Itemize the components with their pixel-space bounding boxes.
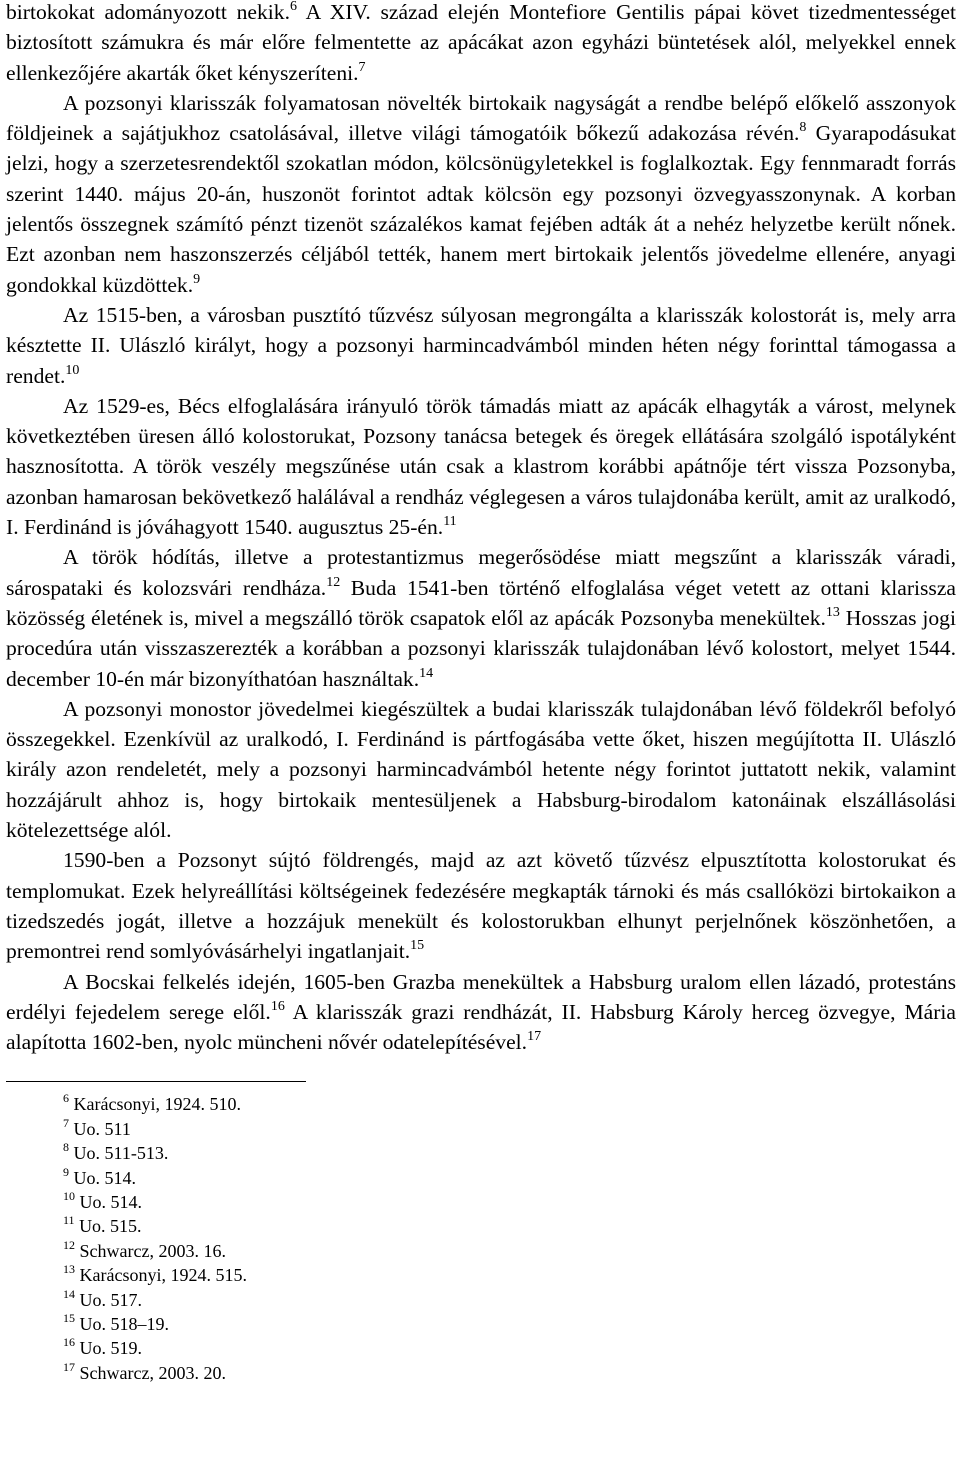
footnote-text: Uo. 514.	[75, 1192, 142, 1213]
footnote	[6, 1214, 956, 1238]
footnote	[6, 1190, 956, 1214]
footnote-text: Karácsonyi, 1924. 510.	[69, 1094, 241, 1115]
footnote-reference: 9	[193, 271, 201, 287]
footnote-number: 10	[63, 1189, 75, 1204]
paragraph-text: A Bocskai felkelés idején, 1605-ben Grazba menekültek a Habsburg uralom ellen lázadó, protestáns erdélyi fejedelem serege elől.	[6, 969, 956, 1024]
paragraph-text: birtokokat adományozott nekik.	[6, 0, 291, 24]
footnote-number: 9	[63, 1164, 69, 1179]
footnote	[6, 1092, 956, 1116]
footnote-number: 11	[63, 1213, 75, 1228]
footnote	[6, 1166, 956, 1190]
paragraph	[6, 0, 956, 88]
footnote-number: 6	[63, 1091, 69, 1106]
footnote-number: 16	[63, 1335, 75, 1350]
paragraph-text: A pozsonyi klarisszák folyamatosan növelték birtokaik nagyságát a rendbe belépő előkelő asszonyok földjeinek a sajátjukhoz csatolásával, illetve világi támogatóik bőkezű adakozása révén.	[6, 90, 956, 146]
footnote-text: Uo. 515.	[74, 1216, 142, 1237]
footnote-reference: 10	[65, 362, 80, 378]
footnote-reference: 6	[290, 0, 298, 14]
footnote	[6, 1312, 956, 1336]
paragraph-text: Az 1515-ben, a városban pusztító tűzvész súlyosan megrongálta a klarisszák kolostorát is, mely arra késztette II. Ulászló királyt, hogy a pozsonyi harmincadvámból minden héten négy forinttal támogassa a rendet.	[6, 302, 956, 388]
footnote-text: Uo. 519.	[75, 1338, 142, 1359]
footnote-reference: 14	[419, 665, 434, 681]
footnote-text: Uo. 514.	[69, 1167, 136, 1188]
paragraph	[6, 542, 956, 693]
footnote-number: 8	[63, 1140, 69, 1155]
paragraph-text: 1590-ben a Pozsonyt sújtó földrengés, majd az azt követő tűzvész elpusztította kolostorukat és templomukat. Ezek helyreállítási költségeinek fedezésére megkapták tárnoki és más csallóközi birtokaikon a tizedszedés jogát, illetve a hozzájuk menekült és kolostorukban elhunyt perjelnőnek köszönhetően, a premontrei rend somlyóvásárhelyi ingatlanjait.	[6, 848, 956, 964]
paragraph-text: Hosszas jogi procedúra után visszaszerezték a korábban a pozsonyi klarisszák tulajdonában lévő kolostort, melyet 1544. december 10-én már bizonyíthatóan használtak.	[6, 605, 956, 691]
footnote-number: 12	[63, 1237, 75, 1252]
footnote	[6, 1336, 956, 1360]
paragraph-text: A pozsonyi monostor jövedelmei kiegészültek a budai klarisszák tulajdonában lévő földekről befolyó összegekkel. Ezenkívül az uralkodó, I. Ferdinánd is pártfogásába vette őket, hiszen megújította II. Ulászló király azon rendeletét, mely a pozsonyi harmincadvámból hetente négy forintot juttatott nekik, valamint hozzájárult ahhoz is, hogy birtokaik mentesüljenek a Habsburg-birodalom katonáinak elszállásolási kötelezettsége alól.	[6, 696, 956, 843]
footnote-reference: 11	[443, 514, 457, 530]
footnote	[6, 1141, 956, 1165]
footnote	[6, 1361, 956, 1385]
footnote-reference: 8	[799, 120, 807, 136]
footnote-reference: 7	[358, 59, 366, 75]
footnote-text: Schwarcz, 2003. 16.	[75, 1240, 226, 1261]
footnote-number: 14	[63, 1286, 75, 1301]
footnote-number: 17	[63, 1359, 75, 1374]
body-text	[6, 0, 956, 1057]
footnote	[6, 1239, 956, 1263]
paragraph-text: A klarisszák grazi rendházát, II. Habsburg Károly herceg özvegye, Mária alapította 1602-ben, nyolc müncheni nővér odatelepítésével.	[6, 999, 956, 1055]
paragraph	[6, 967, 956, 1058]
paragraph-text: A XIV. század elején Montefiore Gentilis pápai követ tizedmentességet biztosított számukra és már előre felmentette az apácákat azon egyházi büntetések alól, melyekkel ennek ellenkezőjére akarták őket kényszeríteni.	[6, 0, 956, 85]
footnote-reference: 15	[410, 938, 425, 954]
footnote-number: 13	[63, 1262, 75, 1277]
footnote-reference: 12	[326, 574, 341, 590]
paragraph	[6, 391, 956, 542]
footnote-reference: 17	[527, 1029, 542, 1045]
footnote-number: 15	[63, 1311, 75, 1326]
footnote-reference: 13	[825, 604, 840, 620]
footnote-number: 7	[63, 1115, 69, 1130]
paragraph-text: A török hódítás, illetve a protestantizmus megerősödése miatt megszűnt a klarisszák váradi, sárospataki és kolozsvári rendháza.	[6, 545, 956, 600]
footnote	[6, 1117, 956, 1141]
document-page	[6, 0, 956, 1385]
footnote-text: Uo. 518–19.	[75, 1314, 169, 1335]
footnote-text: Karácsonyi, 1924. 515.	[75, 1265, 247, 1286]
footnote-text: Uo. 511	[69, 1118, 131, 1139]
paragraph	[6, 845, 956, 966]
paragraph-text: Az 1529-es, Bécs elfoglalására irányuló török támadás miatt az apácák elhagyták a várost, melynek következtében üresen álló kolostorukat, Pozsony tanácsa betegek és öregek ellátására szolgáló ispotályként hasznosította. A török veszély megszűnése után csak a klastrom korábbi apátnője tért vissza Pozsonyba, azonban hamarosan bekövetkező halálával a rendház véglegesen a város tulajdonába került, amit az uralkodó, I. Ferdinánd is jóváhagyott 1540. augusztus 25-én.	[6, 393, 956, 540]
footnote-text: Uo. 511-513.	[69, 1143, 169, 1164]
paragraph-text: Gyarapodásukat jelzi, hogy a szerzetesrendektől szokatlan módon, kölcsönügyletekkel is foglalkoztak. Egy fennmaradt forrás szerint 1440. május 20-án, huszonöt forintot adtak kölcsön egy pozsonyi özvegyasszonynak. A korban jelentős összegnek számító pénzt tizenöt százalékos kamat fejében adták át a nehéz helyzetbe került nőnek. Ezt azonban nem haszonszerzés céljából tették, hanem mert birtokaik jelentős jövedelme ellenére, anyagi gondokkal küzdöttek.	[6, 121, 956, 297]
paragraph	[6, 300, 956, 391]
footnote-separator	[6, 1081, 306, 1082]
footnote	[6, 1263, 956, 1287]
paragraph	[6, 88, 956, 300]
footnote-text: Uo. 517.	[75, 1289, 142, 1310]
footnote-list	[6, 1092, 956, 1385]
footnote-text: Schwarcz, 2003. 20.	[75, 1362, 226, 1383]
footnote-reference: 16	[270, 998, 285, 1014]
paragraph-text: Buda 1541-ben történő elfoglalása véget vetett az ottani klarissza közösség életének is, mivel a megszálló török csapatok elől az apácák Pozsonyba menekültek.	[6, 575, 956, 630]
paragraph	[6, 694, 956, 845]
footnote	[6, 1288, 956, 1312]
